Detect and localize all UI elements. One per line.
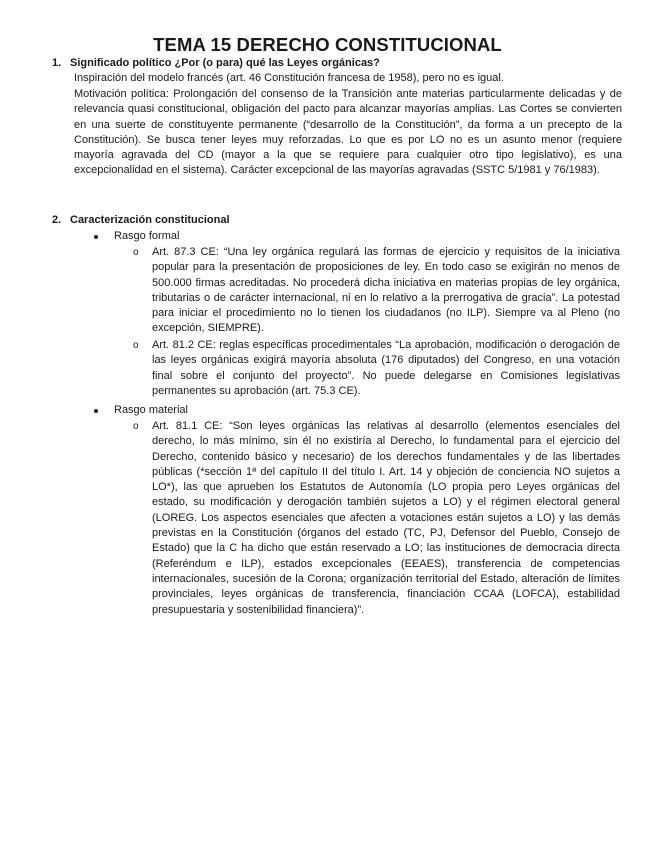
section-1-paragraph-1: Inspiración del modelo francés (art. 46 Constitución francesa de 1958), pero no es igual. <box>74 72 504 84</box>
section-1-heading-text: Significado político ¿Por (o para) qué las Leyes orgánicas? <box>70 57 380 69</box>
section-1-number: 1. <box>52 57 62 69</box>
document-title: TEMA 15 DERECHO CONSTITUCIONAL <box>153 34 502 55</box>
rasgo-material-item-1: Art. 81.1 CE: “Son leyes orgánicas las relativas al desarrollo (elementos esenciales del derecho, lo más mínimo, sin él no existiría al Derecho, lo fundamental para el ejercicio del Derecho, contenido básico y necesario) de los derechos fundamentales y de las libertades públicas (*sección 1ª del capítulo II del título I. Art. 14 y objeción de conciencia NO sujetos a LO*), las que aprueben los Estatutos de Autonomía (LO propia pero Leyes orgánicas del estado, su modificación y derogación también sujetos a LO) y el régimen electoral general (LOREG. Los aspectos esenciales que afecten a votaciones están sujetos a LO) y las demás previstas en la Constitución (órganos del estado (TC, PJ, Defensor del Pueblo, Consejo de Estado) que la C ha dicho que están reservado a LO; las instituciones de democracia directa (Referéndum e ILP), estados excepcionales (EEAES), transferencia de competencias internacionales, sucesión de la Corona; organización territorial del Estado, alteración de límites provinciales, leyes orgánicas de transferencia, financiación CCAA (LOFCA), estabilidad presupuestaria y sostenibilidad financiera)”. <box>152 420 620 616</box>
bullet-rasgo-formal: Rasgo formal <box>114 230 180 242</box>
section-2-heading <box>52 213 230 228</box>
rasgo-formal-item-2: Art. 81.2 CE: reglas específicas procedimentales “La aprobación, modificación o derogación de las leyes orgánicas exigirá mayoría absoluta (176 diputados) del Congreso, en una votación final sobre el conjunto del proyecto”. No puede delegarse en Comisiones legislativas permanentes su aprobación (art. 75.3 CE). <box>152 339 620 397</box>
section-2-number: 2. <box>52 214 62 226</box>
section-2-heading-text: Caracterización constitucional <box>70 214 230 226</box>
section-1-heading <box>52 56 380 71</box>
bullet-dot-icon <box>94 409 98 413</box>
bullet-rasgo-material: Rasgo material <box>114 404 188 416</box>
bullet-dot-icon <box>94 235 98 239</box>
circle-marker-icon: o <box>133 247 139 258</box>
section-1-paragraph-2: Motivación política: Prolongación del consenso de la Transición ante materias particularmente delicadas y de relevancia quasi constitucional, obligación del pacto para alcanzar mayorías amplias. Las Cortes se convierten en una suerte de constituyente permanente (“desarrollo de la Constitución”, da forma a un precepto de la Constitución). Se busca tener leyes muy reforzadas. Lo que es por LO no es un asunto menor (requiere mayoría agravada del CD (mayor a la que se requiere para cualquier otro tipo legislativo), es una excepcionalidad en el sistema). Carácter excepcional de las mayorías agravadas (SSTC 5/1981 y 76/1983). <box>74 88 622 177</box>
circle-marker-icon: o <box>133 421 139 432</box>
rasgo-formal-item-1: Art. 87.3 CE: “Una ley orgánica regulará las formas de ejercicio y requisitos de la iniciativa popular para la presentación de proposiciones de ley. En todo caso se exigirán no menos de 500.000 firmas acreditadas. No procederá dicha iniciativa en materias propias de ley orgánica, tributarias o de carácter internacional, ni en lo relativo a la prerrogativa de gracia”. La potestad para iniciar el procedimiento no lo tienen los ciudadanos (no ILP). Siempre va al Pleno (no excepción, SIEMPRE). <box>152 246 620 335</box>
circle-marker-icon: o <box>133 340 139 351</box>
